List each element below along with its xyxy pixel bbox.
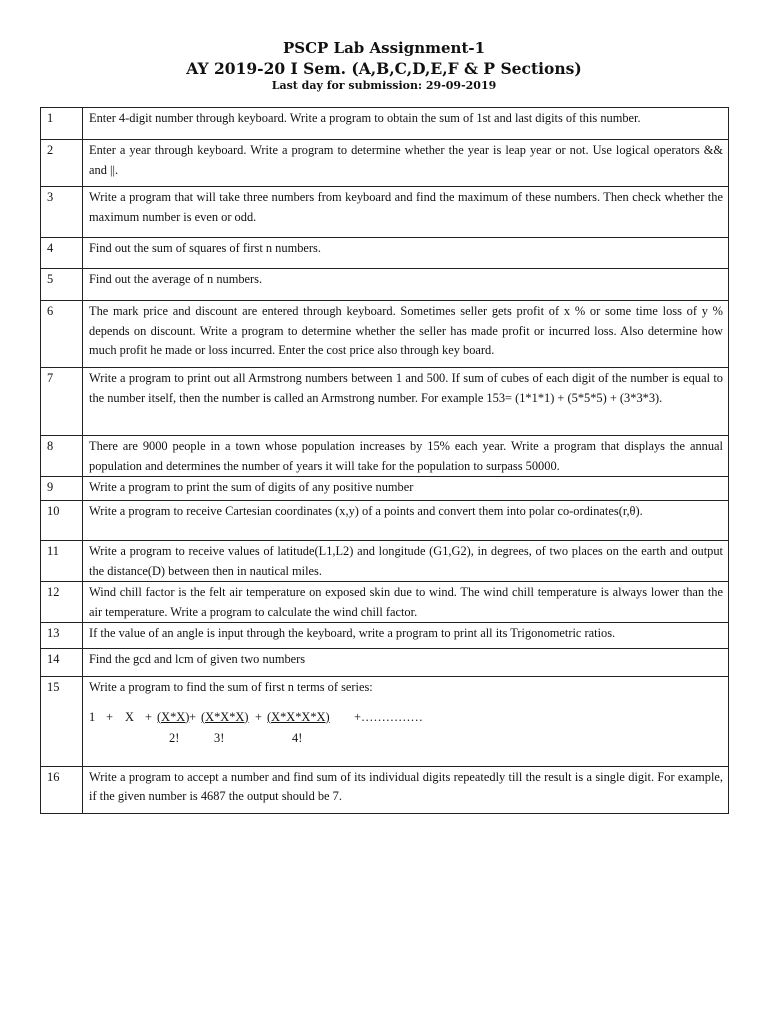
table-row [41, 501, 729, 541]
series-term-1: 1 [89, 709, 96, 724]
row-number: 1 [41, 108, 83, 140]
row-text: Write a program to receive values of latitude(L1,L2) and longitude (G1,G2), in degrees, of two places on the earth and output the distance(D) between then in nautical miles. [83, 541, 729, 582]
row-text: Wind chill factor is the felt air temperature on exposed skin due to wind. The wind chill temperature is always lower than the air temperature. Write a program to calculate the wind chill factor. [83, 582, 729, 623]
row-number: 12 [41, 582, 83, 623]
row-text: If the value of an angle is input through the keyboard, write a program to print all its Trigonometric ratios. [83, 623, 729, 649]
table-row [41, 766, 729, 813]
document-subtitle: AY 2019-20 I Sem. (A,B,C,D,E,F & P Sections) [186, 59, 582, 78]
row-number: 9 [41, 477, 83, 501]
row-text: Write a program to accept a number and find sum of its individual digits repeatedly till the result is a single digit. For example, if the given number is 4687 the output should be 7. [83, 766, 729, 813]
submission-deadline: Last day for submission: 29-09-2019 [271, 79, 497, 92]
table-row [41, 140, 729, 187]
table-row [41, 649, 729, 677]
row-text: Write a program to print out all Armstrong numbers between 1 and 500. If sum of cubes of each digit of the number is equal to the number itself, then the number is called an Armstrong number. For example 153= (1*1*1) + (5*5*5) + (3*3*3). [83, 368, 729, 436]
series-term-5-numerator: (X*X*X*X) [267, 709, 330, 724]
row-text: There are 9000 people in a town whose population increases by 15% each year. Write a program that displays the annual population and determines the number of years it will take for the population to surpass 50000. [83, 436, 729, 477]
series-term-2: X [125, 709, 134, 724]
row-text: The mark price and discount are entered through keyboard. Sometimes seller gets profit of x % or some time loss of y % depends on discount. Write a program to determine whether the seller has made profit or incurred loss. Also determine how much profit he made or loss incurred. Enter the cost price also through key board. [83, 301, 729, 368]
row-number: 6 [41, 301, 83, 368]
table-row [41, 238, 729, 269]
table-row [41, 436, 729, 477]
table-row [41, 368, 729, 436]
row-number: 15 [41, 677, 83, 767]
table-row [41, 677, 729, 767]
table-row [41, 269, 729, 301]
series-term-3-denominator: 2! [169, 730, 180, 745]
row-text: Enter 4-digit number through keyboard. Write a program to obtain the sum of 1st and last digits of this number. [83, 108, 729, 140]
row-number: 7 [41, 368, 83, 436]
row-number: 13 [41, 623, 83, 649]
row-text [83, 677, 729, 767]
series-plus: + [106, 709, 113, 724]
series-plus: + [145, 709, 152, 724]
row-text: Find out the average of n numbers. [83, 269, 729, 301]
row-text: Enter a year through keyboard. Write a program to determine whether the year is leap year or not. Use logical operators && and ||. [83, 140, 729, 187]
document-header [0, 38, 768, 93]
table-row [41, 187, 729, 238]
row-number: 8 [41, 436, 83, 477]
row-text: Find the gcd and lcm of given two numbers [83, 649, 729, 677]
row-number: 16 [41, 766, 83, 813]
row-text: Write a program that will take three numbers from keyboard and find the maximum of these numbers. Then check whether the maximum number is even or odd. [83, 187, 729, 238]
row-number: 3 [41, 187, 83, 238]
series-ellipsis: +…………… [354, 709, 423, 724]
series-formula [89, 698, 723, 766]
document-title: PSCP Lab Assignment-1 [282, 39, 486, 57]
row-text: Write a program to receive Cartesian coordinates (x,y) of a points and convert them into polar co-ordinates(r,θ). [83, 501, 729, 541]
series-plus: + [255, 709, 262, 724]
table-row [41, 301, 729, 368]
row-number: 2 [41, 140, 83, 187]
series-term-5-denominator: 4! [292, 730, 303, 745]
table-row [41, 477, 729, 501]
series-term-3-numerator: (X*X) [157, 709, 190, 724]
row-number: 5 [41, 269, 83, 301]
row-number: 14 [41, 649, 83, 677]
row-number: 10 [41, 501, 83, 541]
row-number: 11 [41, 541, 83, 582]
row-text: Write a program to print the sum of digits of any positive number [83, 477, 729, 501]
table-row [41, 623, 729, 649]
series-intro: Write a program to find the sum of first n terms of series: [89, 680, 373, 694]
series-term-4-numerator: (X*X*X) [201, 709, 249, 724]
table-row [41, 541, 729, 582]
row-number: 4 [41, 238, 83, 269]
table-row [41, 582, 729, 623]
row-text: Find out the sum of squares of first n numbers. [83, 238, 729, 269]
table-row [41, 108, 729, 140]
series-term-4-denominator: 3! [214, 730, 225, 745]
assignment-table [40, 107, 729, 814]
series-plus: + [189, 709, 196, 724]
